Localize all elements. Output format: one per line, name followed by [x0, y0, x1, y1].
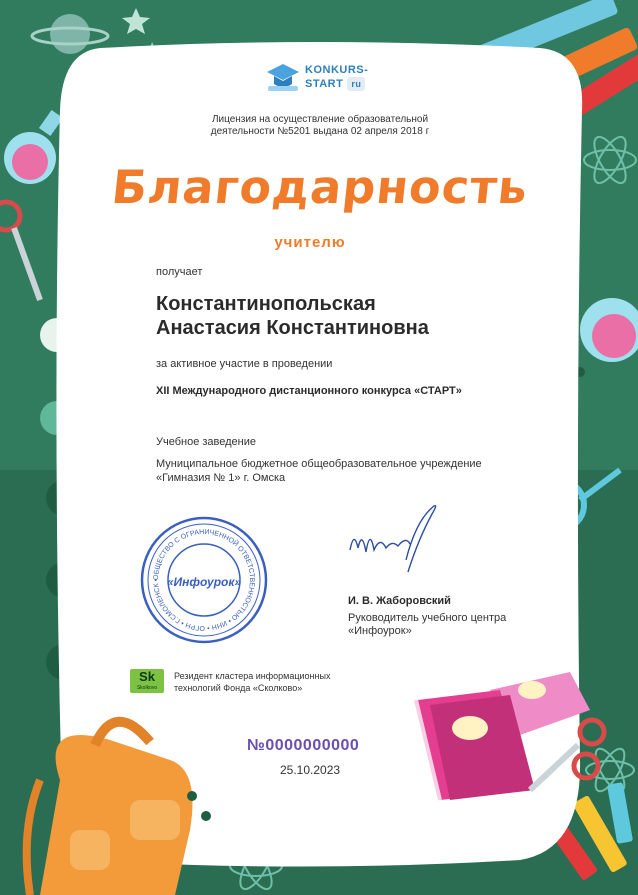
participation-label: за активное участие в проведении [156, 358, 333, 370]
backpack-icon [27, 722, 193, 895]
logo-line2: START [305, 78, 344, 90]
license-text: Лицензия на осуществление образовательной деятельности №5201 выдана 02 апреля 2018 г [210, 114, 430, 137]
receives-label: получает [156, 266, 203, 278]
books-icon [416, 672, 590, 800]
institution-label: Учебное заведение [156, 436, 257, 448]
logo-suffix: ru [347, 77, 365, 91]
dot-bottom-icon-2 [201, 811, 211, 821]
certificate-subtitle: учителю [274, 234, 346, 251]
signer-role: Руководитель учебного центра «Инфоурок» [348, 612, 507, 637]
dot-bottom-icon [187, 791, 197, 801]
certificate-title: Благодарность [109, 160, 531, 214]
skolkovo-text: Резидент кластера информационных технологий Фонда «Сколково» [174, 671, 331, 693]
skolkovo-badge-small: Skolkovo [136, 685, 158, 691]
contest-name: XII Международного дистанционного конкурса «СТАРТ» [156, 385, 462, 397]
institution-name: Муниципальное бюджетное общеобразовательное учреждение «Гимназия № 1» г. Омска [156, 458, 482, 484]
signer-name: И. В. Жаборовский [348, 595, 451, 607]
skolkovo-badge: Sk [139, 669, 155, 684]
recipient-line1: Константинопольская [156, 293, 376, 315]
scissors-bottom-icon [530, 720, 604, 790]
certificate-number: №0000000000 [247, 737, 360, 754]
certificate-date: 25.10.2023 [280, 763, 341, 777]
recipient-line2: Анастасия Константиновна [156, 317, 429, 339]
logo-line1: KONKURS- [305, 64, 369, 76]
svg-text:ОБЩЕСТВО С ОГРАНИЧЕННОЙ ОТВЕТС: ОБЩЕСТВО С ОГРАНИЧЕННОЙ ОТВЕТСТВЕННОСТЬЮ • ИНН • ОГРН • Г.СМОЛЕНСК • [152, 528, 256, 632]
stamp-center-text: «Инфоурок» [166, 575, 242, 589]
